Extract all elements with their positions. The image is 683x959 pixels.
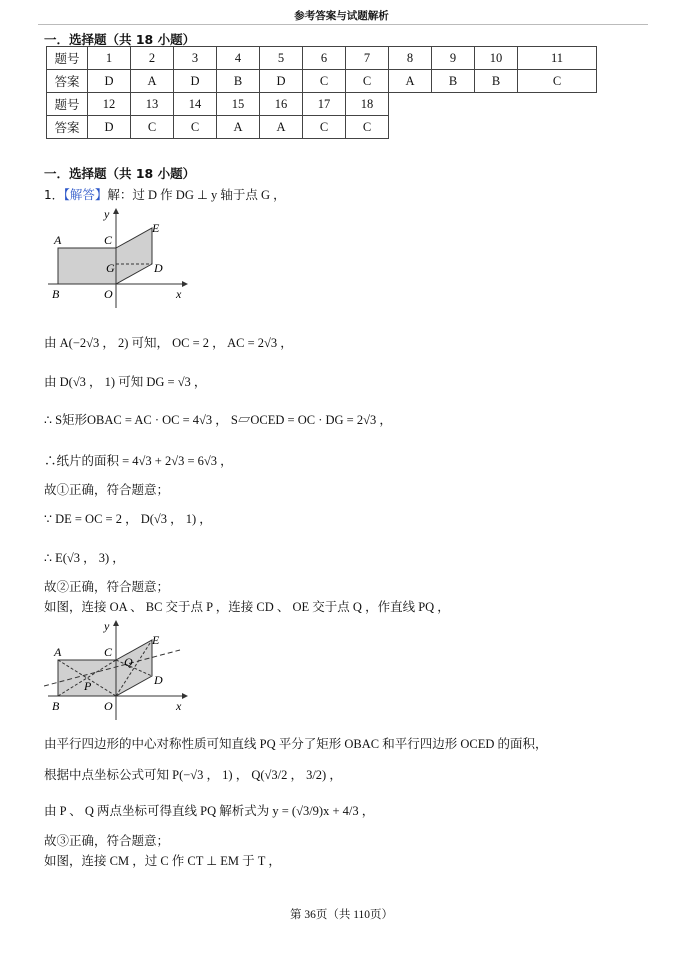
label-d: D	[154, 673, 163, 687]
table-cell: C	[303, 70, 346, 93]
table-cell: A	[389, 70, 432, 93]
table-cell: 7	[346, 47, 389, 70]
solution-line: 如图，连接 CM ，过 C 作 CT ⊥ EM 于 T ，	[44, 854, 281, 868]
label-e: E	[152, 633, 160, 647]
question-number: 1．	[44, 188, 64, 202]
solution-line: ∴纸片的面积 = 4√3 + 2√3 = 6√3 ，	[44, 454, 233, 468]
header-divider	[38, 24, 648, 25]
table-cell: 16	[260, 93, 303, 116]
table-blank	[389, 116, 597, 139]
label-b: B	[52, 699, 60, 713]
table-cell: C	[518, 70, 597, 93]
table-cell: C	[131, 116, 174, 139]
section-title-1: 一．选择题（共 18 小题）	[44, 32, 196, 47]
table-cell: 2	[131, 47, 174, 70]
table-row	[47, 93, 597, 116]
answer-tag: 【解答】	[63, 188, 108, 202]
y-arrow	[113, 208, 119, 214]
label-x: x	[176, 287, 182, 301]
page-header: 参考答案与试题解析	[294, 10, 389, 22]
solution-text: 解：过 D 作 DG ⊥ y 轴于点 G ，	[107, 188, 286, 202]
label-o: O	[104, 699, 113, 713]
label-x: x	[176, 699, 182, 713]
solution-line: 由 P 、 Q 两点坐标可得直线 PQ 解析式为 y = (√3/9)x + 4/3 ，	[44, 804, 375, 818]
table-cell: D	[88, 70, 131, 93]
solution-line: 根据中点坐标公式可知 P(−√3 ， 1) ， Q(√3/2 ， 3/2) ，	[44, 768, 342, 782]
table-row	[47, 116, 597, 139]
table-cell: A	[131, 70, 174, 93]
table-cell: 15	[217, 93, 260, 116]
table-cell: 18	[346, 93, 389, 116]
label-p: P	[84, 679, 92, 693]
table-cell: 9	[432, 47, 475, 70]
solution-line: 如图，连接 OA 、 BC 交于点 P ，连接 CD 、 OE 交于点 Q ，作直线 PQ ，	[44, 600, 450, 614]
label-a: A	[54, 233, 62, 247]
table-cell: 10	[475, 47, 518, 70]
label-q: Q	[124, 655, 133, 669]
solution-line: ∴ E(√3 ， 3) ，	[44, 551, 125, 565]
label-o: O	[104, 287, 113, 301]
label-a: A	[54, 645, 62, 659]
table-cell: 5	[260, 47, 303, 70]
table-cell: 14	[174, 93, 217, 116]
table-cell: 13	[131, 93, 174, 116]
table-cell: 12	[88, 93, 131, 116]
solution-line	[44, 185, 286, 203]
table-cell: 1	[88, 47, 131, 70]
table-cell: 11	[518, 47, 597, 70]
solution-line: ∵ DE = OC = 2 ， D(√3 ， 1) ，	[44, 512, 212, 526]
label-y: y	[104, 619, 110, 633]
solution-line: 故①正确，符合题意；	[44, 483, 170, 497]
figure-2	[44, 616, 194, 724]
solution-line: 由 D(√3 ， 1) 可知 DG = √3 ，	[44, 375, 207, 389]
table-cell: C	[346, 70, 389, 93]
table-cell: 3	[174, 47, 217, 70]
table-cell: A	[217, 116, 260, 139]
label-g: G	[106, 261, 115, 275]
solution-line: 故②正确，符合题意；	[44, 580, 170, 594]
table-cell: 8	[389, 47, 432, 70]
table-cell: B	[217, 70, 260, 93]
table-cell: D	[88, 116, 131, 139]
table-cell: D	[260, 70, 303, 93]
x-arrow	[182, 693, 188, 699]
table-cell: C	[346, 116, 389, 139]
figure-1	[44, 204, 194, 312]
table-cell: 答案	[47, 70, 88, 93]
label-d: D	[154, 261, 163, 275]
solution-line: 故③正确，符合题意；	[44, 834, 170, 848]
answer-table	[46, 46, 597, 139]
table-cell: 题号	[47, 93, 88, 116]
label-c: C	[104, 233, 113, 247]
table-cell: B	[475, 70, 518, 93]
table-cell: B	[432, 70, 475, 93]
x-arrow	[182, 281, 188, 287]
table-row	[47, 70, 597, 93]
page-footer: 第 36页（共 110页）	[289, 909, 394, 921]
solution-line: 由平行四边形的中心对称性质可知直线 PQ 平分了矩形 OBAC 和平行四边形 OCED 的面积，	[44, 737, 548, 751]
table-cell: 17	[303, 93, 346, 116]
table-cell: D	[174, 70, 217, 93]
table-blank	[389, 93, 597, 116]
parallelogram-oced	[116, 228, 152, 284]
table-row	[47, 47, 597, 70]
label-y: y	[104, 207, 110, 221]
label-e: E	[152, 221, 160, 235]
label-c: C	[104, 645, 113, 659]
table-cell: C	[174, 116, 217, 139]
section-title-2: 一．选择题（共 18 小题）	[44, 166, 196, 181]
table-cell: 题号	[47, 47, 88, 70]
y-arrow	[113, 620, 119, 626]
solution-line: ∴ S矩形OBAC = AC · OC = 4√3 ， S▱OCED = OC · DG = 2√3 ，	[44, 413, 392, 427]
table-cell: 答案	[47, 116, 88, 139]
table-cell: 4	[217, 47, 260, 70]
table-cell: C	[303, 116, 346, 139]
table-cell: A	[260, 116, 303, 139]
solution-line: 由 A(−2√3 ， 2) 可知， OC = 2 ， AC = 2√3 ，	[44, 336, 293, 350]
table-cell: 6	[303, 47, 346, 70]
label-b: B	[52, 287, 60, 301]
